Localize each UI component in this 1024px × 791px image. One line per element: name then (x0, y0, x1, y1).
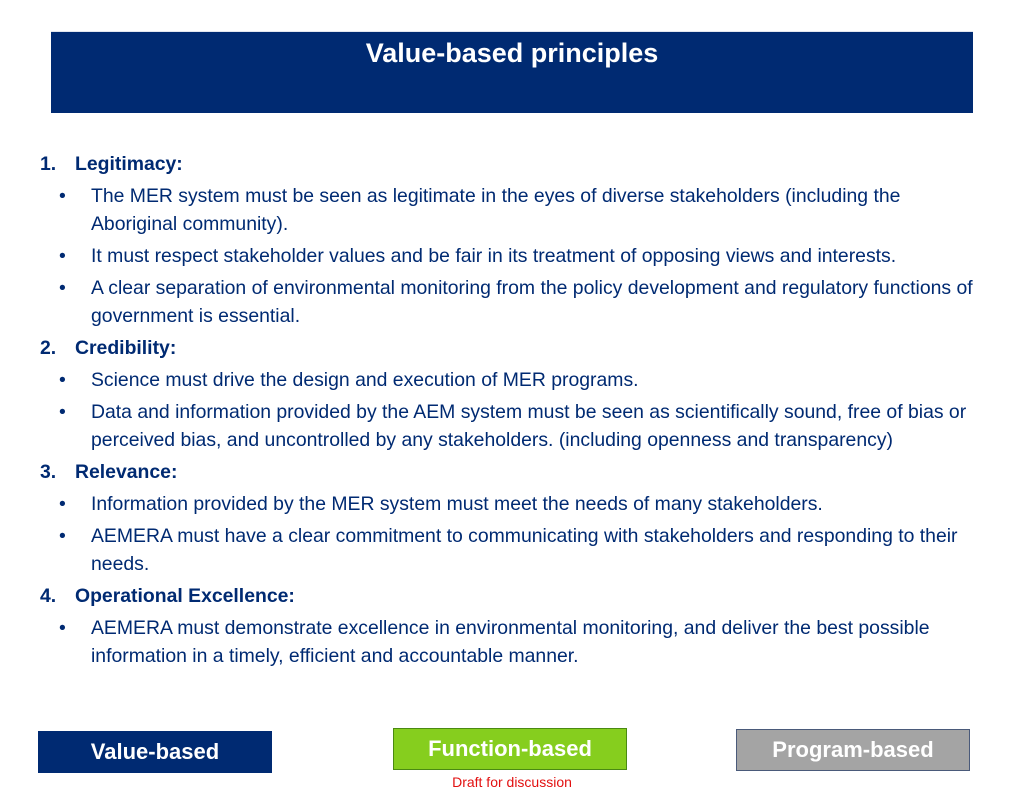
section-heading (40, 334, 990, 362)
bullet-icon: • (59, 245, 66, 267)
bullet-text: Information provided by the MER system must meet the needs of many stakeholders. (91, 493, 823, 515)
bullet-icon: • (59, 277, 66, 299)
bullet-item (59, 614, 990, 670)
bullet-icon: • (59, 493, 66, 515)
bullet-text: AEMERA must have a clear commitment to communicating with stakeholders and responding to their needs. (91, 525, 958, 575)
bullet-text: Data and information provided by the AEM system must be seen as scientifically sound, free of bias or perceived bias, and uncontrolled by any stakeholders. (including openness and transparency) (91, 401, 967, 451)
page-title: Value-based principles (365, 38, 659, 68)
bullet-item (59, 182, 990, 238)
draft-note: Draft for discussion (452, 774, 572, 790)
section-relevance (40, 458, 990, 578)
bullet-item (59, 242, 990, 270)
title-banner (51, 31, 973, 113)
section-legitimacy (40, 150, 990, 330)
bullet-item (59, 274, 990, 330)
bullet-icon: • (59, 401, 66, 423)
bullet-text: It must respect stakeholder values and be fair in its treatment of opposing views and interests. (91, 245, 897, 267)
value-based-tab[interactable]: Value-based (38, 731, 272, 773)
bullet-text: A clear separation of environmental monitoring from the policy development and regulatory functions of government is essential. (91, 277, 973, 327)
bullet-icon: • (59, 525, 66, 547)
bullet-icon: • (59, 617, 66, 639)
section-heading (40, 582, 990, 610)
section-credibility (40, 334, 990, 454)
bullet-icon: • (59, 369, 66, 391)
section-number: 3. (40, 461, 57, 483)
bullet-item (59, 398, 990, 454)
bullet-text: AEMERA must demonstrate excellence in environmental monitoring, and deliver the best possible information in a timely, efficient and accountable manner. (91, 617, 930, 667)
section-title: Relevance: (75, 461, 178, 483)
section-heading (40, 150, 990, 178)
section-title: Legitimacy: (75, 153, 183, 175)
bullet-text: The MER system must be seen as legitimate in the eyes of diverse stakeholders (including the Aboriginal community). (91, 185, 901, 235)
section-operational-excellence (40, 582, 990, 670)
section-title: Credibility: (75, 337, 177, 359)
principles-list (40, 150, 990, 674)
section-number: 1. (40, 153, 57, 175)
bullet-icon: • (59, 185, 66, 207)
section-number: 2. (40, 337, 57, 359)
section-heading (40, 458, 990, 486)
bullet-item (59, 490, 990, 518)
bullet-item (59, 366, 990, 394)
bullet-item (59, 522, 990, 578)
bullet-text: Science must drive the design and execution of MER programs. (91, 369, 639, 391)
section-number: 4. (40, 585, 57, 607)
function-based-tab[interactable]: Function-based (393, 728, 627, 770)
section-title: Operational Excellence: (75, 585, 295, 607)
program-based-tab[interactable]: Program-based (736, 729, 970, 771)
